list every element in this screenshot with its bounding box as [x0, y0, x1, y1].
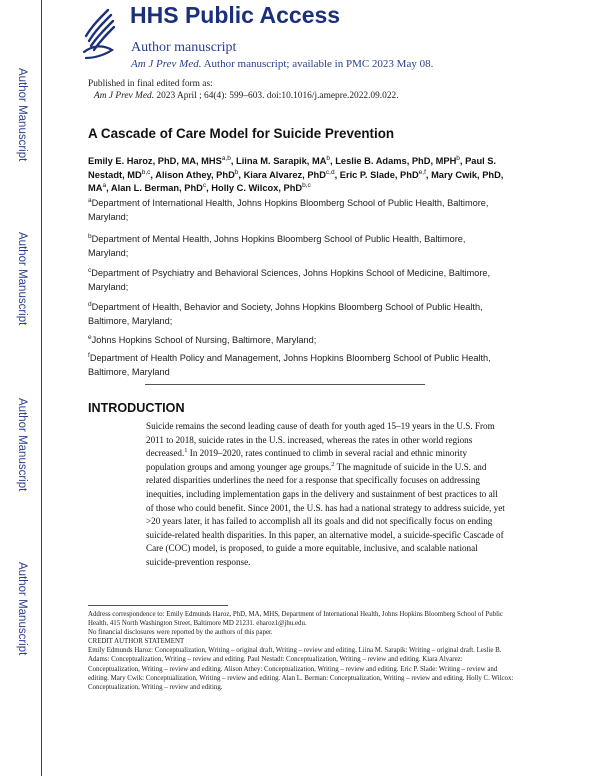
affiliation-item — [88, 197, 508, 224]
author-name: Alison Athey, PhD — [155, 169, 235, 180]
affiliation-item — [88, 334, 508, 348]
author-affiliation-marks: c — [202, 181, 207, 189]
author-affiliation-marks: b,c — [302, 181, 311, 189]
author-manuscript-subtitle: Author manuscript — [131, 40, 237, 55]
author-separator: , — [459, 156, 466, 166]
author-name: Leslie B. Adams, PhD, MPH — [335, 156, 457, 166]
sidebar-author-manuscript-label: Author Manuscript — [16, 562, 28, 656]
affiliation-mark: e — [88, 333, 92, 341]
author-affiliation-marks: a — [102, 181, 107, 189]
author-affiliation-marks: b,c — [141, 168, 151, 176]
author-separator: , — [106, 183, 111, 193]
affiliation-mark: d — [88, 300, 92, 308]
affiliation-text: Department of International Health, Johns Hopkins Bloomberg School of Public Health, Baltimore, Maryland; — [88, 198, 489, 222]
affiliation-mark: c — [88, 266, 92, 274]
sidebar-author-manuscript-label: Author Manuscript — [16, 68, 28, 162]
citation-journal: Am J Prev Med. — [94, 91, 155, 101]
affiliation-text: Department of Health, Behavior and Society, Johns Hopkins Bloomberg School of Public Health, Baltimore, Maryland; — [88, 302, 483, 326]
author-name: Mary Cwik, PhD, MA — [88, 169, 504, 193]
author-affiliation-marks: a,b — [221, 154, 231, 162]
author-separator: , — [206, 183, 212, 193]
sidebar-author-manuscript-label: Author Manuscript — [16, 398, 28, 492]
affiliation-text: Johns Hopkins School of Nursing, Baltimore, Maryland; — [91, 335, 317, 345]
author-separator: , — [425, 169, 432, 180]
author-separator: , — [330, 156, 336, 166]
margin-divider-line — [41, 0, 42, 776]
affiliation-mark: f — [88, 351, 90, 359]
affiliation-item — [88, 301, 508, 328]
author-list — [88, 155, 518, 196]
author-separator: , — [230, 156, 237, 166]
affiliation-item — [88, 352, 508, 379]
reference-marker[interactable]: 1 — [184, 447, 188, 455]
author-name: Alan L. Berman, PhD — [110, 183, 203, 193]
introduction-paragraph — [146, 420, 506, 570]
author-name: Holly C. Wilcox, PhD — [211, 183, 303, 193]
author-name: Emily E. Haroz, PhD, MA, MHS — [88, 156, 222, 166]
author-affiliation-marks: e,f — [418, 168, 426, 176]
affiliation-mark: a — [88, 196, 92, 204]
author-affiliation-marks: b — [456, 154, 460, 162]
availability-text: Author manuscript; available in PMC 2023 May 08. — [201, 58, 434, 70]
affiliation-text: Department of Mental Health, Johns Hopkins Bloomberg School of Public Health, Baltimore, Maryland; — [88, 234, 466, 258]
author-affiliation-marks: b — [234, 168, 239, 176]
published-in-line: Published in final edited form as: — [88, 79, 213, 89]
affiliation-mark: b — [88, 232, 92, 240]
journal-name: Am J Prev Med. — [131, 58, 202, 70]
reference-marker[interactable]: 2 — [331, 460, 335, 468]
credit-heading: CREDIT AUTHOR STATEMENT — [88, 638, 185, 646]
sidebar-author-manuscript-label: Author Manuscript — [16, 232, 28, 326]
affiliation-text: Department of Health Policy and Management, Johns Hopkins Bloomberg School of Public Health, Baltimore, Maryland — [88, 353, 491, 377]
article-title: A Cascade of Care Model for Suicide Prevention — [88, 126, 395, 141]
intro-text-part: In 2019–2020, rates continued to climb in several racial and ethnic minority population groups and among younger age groups. — [146, 448, 468, 472]
affiliation-item — [88, 267, 508, 294]
affiliation-text: Department of Psychiatry and Behavioral Sciences, Johns Hopkins School of Medicine, Baltimore, Maryland; — [88, 268, 491, 292]
author-separator: , — [334, 169, 340, 180]
author-separator: , — [150, 169, 156, 180]
hhs-eagle-logo-icon — [78, 6, 118, 64]
citation-line — [94, 91, 399, 101]
author-name: Eric P. Slade, PhD — [339, 169, 419, 180]
disclosure-note: No financial disclosures were reported by the authors of this paper. — [88, 629, 273, 637]
author-separator: , — [238, 169, 244, 180]
journal-availability-line — [131, 58, 433, 70]
author-name: Kiara Alvarez, PhD — [243, 169, 326, 180]
hhs-public-access-title: HHS Public Access — [130, 2, 341, 28]
correspondence-note: Address correspondence to: Emily Edmunds Haroz, PhD, MA, MHS, Department of International Health, Johns Hopkins Bloomberg School of Public Health, 415 North Washington Street, Baltimore MD 21231. eharoz1@jhu.edu. — [88, 611, 503, 628]
citation-details: 2023 April ; 64(4): 599–603. doi:10.1016/j.amepre.2022.09.022. — [154, 91, 399, 101]
intro-text-part: The magnitude of suicide in the U.S. and related disparities underlines the need for a response that specifically focuses on addressing inequities, including implementation gaps in the delivery and sustainment of best practices to all of those who could benefit. Since 2001, the U.S. has had a national strategy to address suicide, yet >20 years later, it has failed to accomplish all its goals and did not specifically focus on ending suicide-related health disparities. In this paper, an alternative model, a suicide-specific Cascade of Care (COC) model, is proposed, to guide a more equitable, inclusive, and scalable national suicide-prevention response. — [146, 461, 505, 567]
intro-text-part: Suicide remains the second leading cause of death for youth aged 15–19 years in the U.S. From 2011 to 2018, suicide rates in the U.S. increased, whereas the rates in other world regions decreased. — [146, 421, 495, 459]
footnote-divider — [88, 605, 228, 606]
author-name: Liina M. Sarapik, MA — [236, 156, 327, 166]
author-name: Paul S. Nestadt, MD — [88, 156, 497, 180]
author-affiliation-marks: c,d — [325, 168, 335, 176]
credit-statement: Emily Edmunds Haroz: Conceptualization, Writing – original draft, Writing – review and editing. Liina M. Sarapik: Writing – original draft. Leslie B. Adams: Conceptualization, Writing – review and editing. Paul Nestadt: Conceptualization, Writing – review and editing. Kiara Alvarez: Conceptualization, Writing – review and editing. Alison Athey: Conceptualization, Writing – review and editing. Eric P. Slade: Writing – review and editing. Mary Cwik: Conceptualization, Writing – review and editing. Alan L. Berman: Conceptualization, Writing – review and editing. Holly C. Wilcox: Conceptualization, Writing – review and editing. — [88, 647, 514, 691]
affiliation-item — [88, 233, 508, 260]
author-affiliation-marks: b — [326, 154, 331, 162]
footnotes — [88, 610, 516, 692]
section-divider — [145, 384, 425, 385]
introduction-heading: INTRODUCTION — [88, 401, 185, 415]
